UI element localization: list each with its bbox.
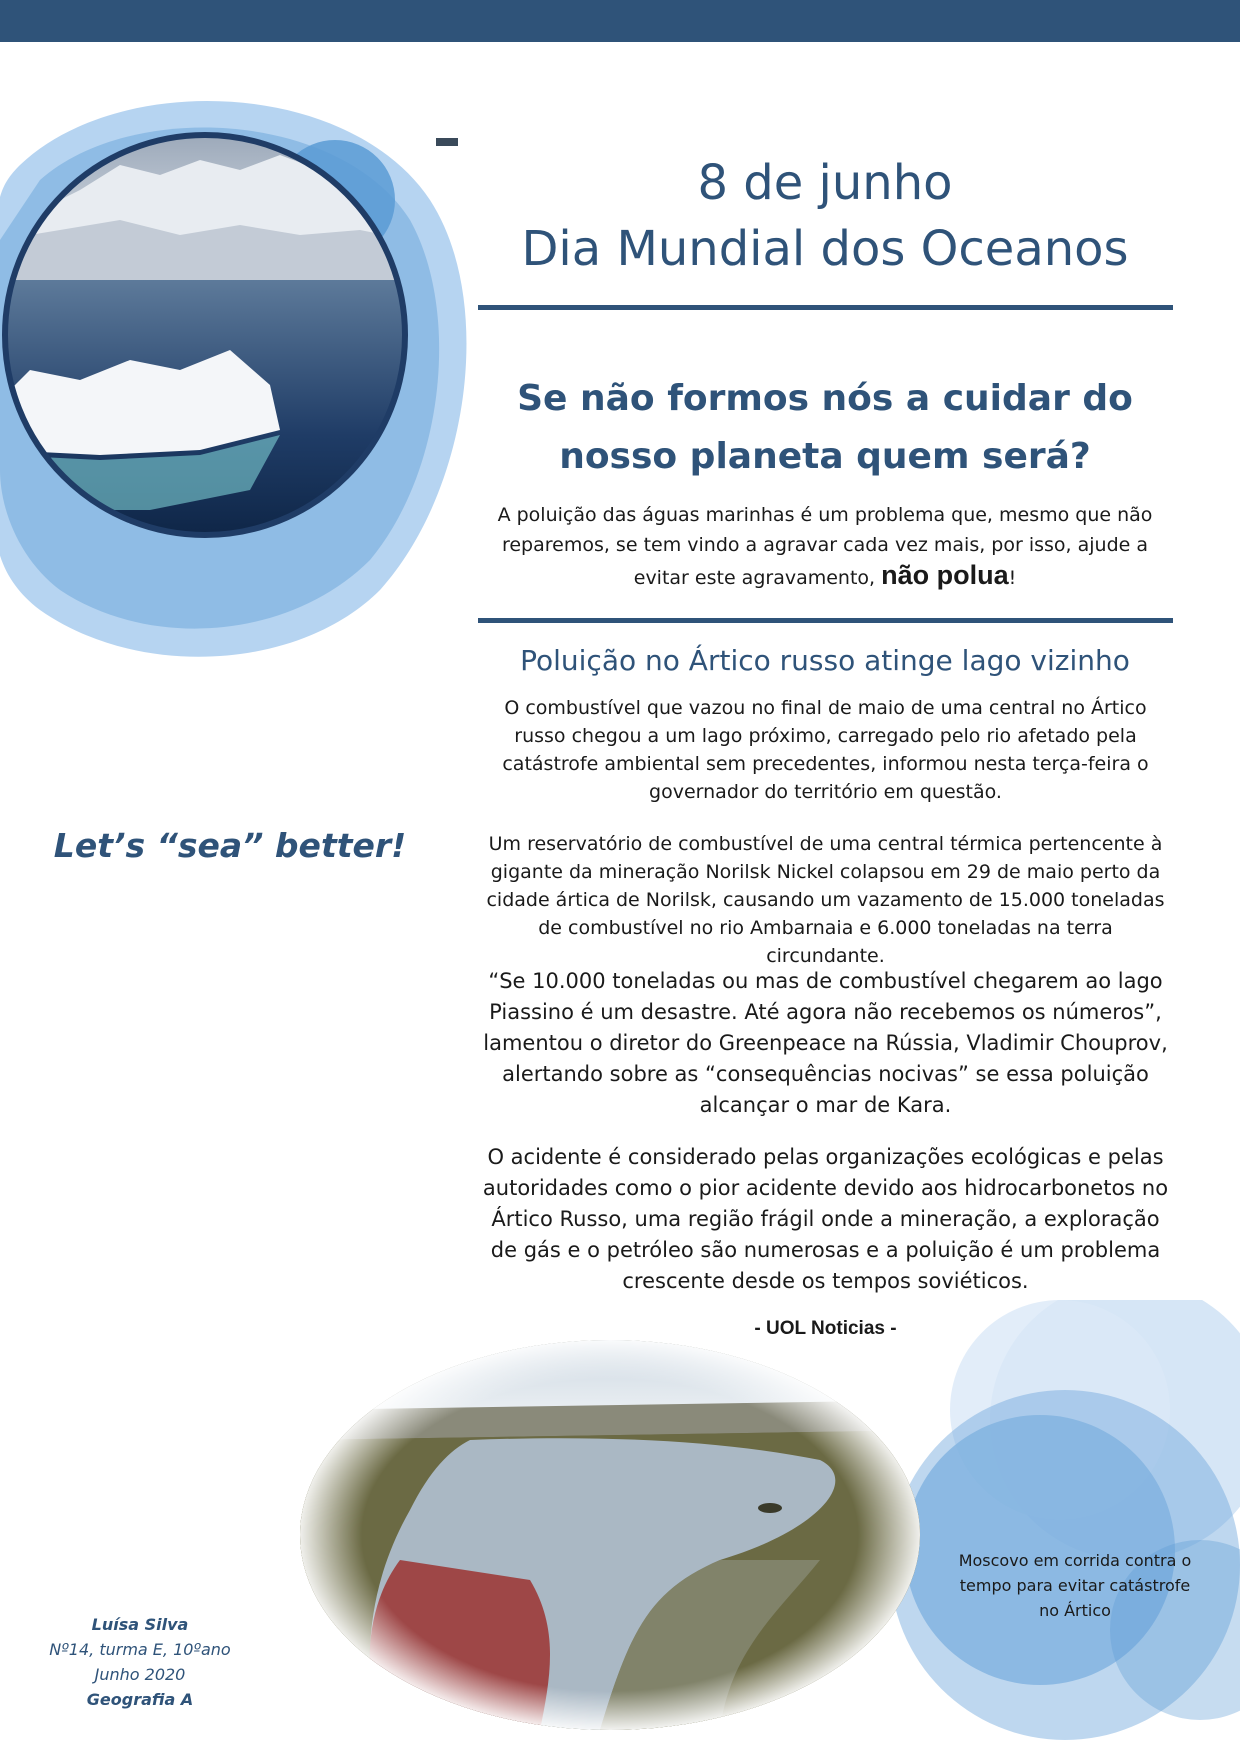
- intro-end: !: [1008, 567, 1017, 589]
- river-photo-illustration: [300, 1330, 940, 1730]
- title-event: Dia Mundial dos Oceanos: [521, 221, 1129, 277]
- article-source: - UOL Noticias -: [754, 1318, 897, 1339]
- article-paragraph-1: O combustível que vazou no final de maio de uma central no Ártico russo chegou a um lago próximo, carregado pelo rio afetado pela catástrofe ambiental sem precedentes, informou nesta terça-feira o governador do território em questão.: [502, 697, 1149, 803]
- article-heading: Poluição no Ártico russo atinge lago vizinho: [520, 644, 1130, 677]
- decorative-mark: [436, 138, 458, 146]
- title-divider: [478, 305, 1173, 310]
- author-name: Luísa Silva: [91, 1615, 189, 1634]
- subtitle-line1: Se não formos nós a cuidar do: [517, 378, 1133, 419]
- bubble-caption: Moscovo em corrida contra o tempo para evitar catástrofe no Ártico: [958, 1551, 1192, 1620]
- intro-paragraph: [480, 500, 1170, 593]
- section-divider: [478, 618, 1173, 623]
- title-date: 8 de junho: [697, 155, 953, 211]
- intro-text: A poluição das águas marinhas é um problema que, mesmo que não reparemos, se tem vindo a agravar cada vez mais, por isso, ajude a evitar este agravamento,: [497, 504, 1153, 589]
- article-paragraph-3: “Se 10.000 toneladas ou mas de combustível chegarem ao lago Piassino é um desastre. Até agora não recebemos os números”, lamentou o diretor do Greenpeace na Rússia, Vladimir Chouprov, alertando sobre as “consequências nocivas” se essa poluição alcançar o mar de Kara.: [483, 969, 1168, 1117]
- subtitle: [470, 370, 1180, 486]
- slogan: Let’s “sea” better!: [53, 826, 407, 865]
- article-paragraph-2: Um reservatório de combustível de uma central térmica pertencente à gigante da mineração Norilsk Nickel colapsou em 29 de maio perto da cidade ártica de Norilsk, causando um vazamento de 15.000 toneladas de combustível no rio Ambarnaia e 6.000 toneladas na terra circundante.: [486, 833, 1165, 967]
- author-subject: Geografia A: [86, 1690, 194, 1709]
- article-paragraph-4: O acidente é considerado pelas organizações ecológicas e pelas autoridades como o pior acidente devido aos hidrocarbonetos no Ártico Russo, uma região frágil onde a mineração, a exploração de gás e o petróleo são numerosas e a poluição é um problema crescente desde os tempos soviéticos.: [482, 1145, 1169, 1293]
- author-block: [40, 1612, 240, 1712]
- author-date: Junho 2020: [94, 1665, 186, 1684]
- subtitle-line2: nosso planeta quem será?: [559, 436, 1091, 477]
- iceberg-circle-illustration: [0, 70, 470, 670]
- page-title: [470, 150, 1180, 282]
- author-class: Nº14, turma E, 10ºano: [49, 1640, 231, 1659]
- top-header-bar: [0, 0, 1240, 42]
- intro-emphasis: não polua: [881, 560, 1009, 590]
